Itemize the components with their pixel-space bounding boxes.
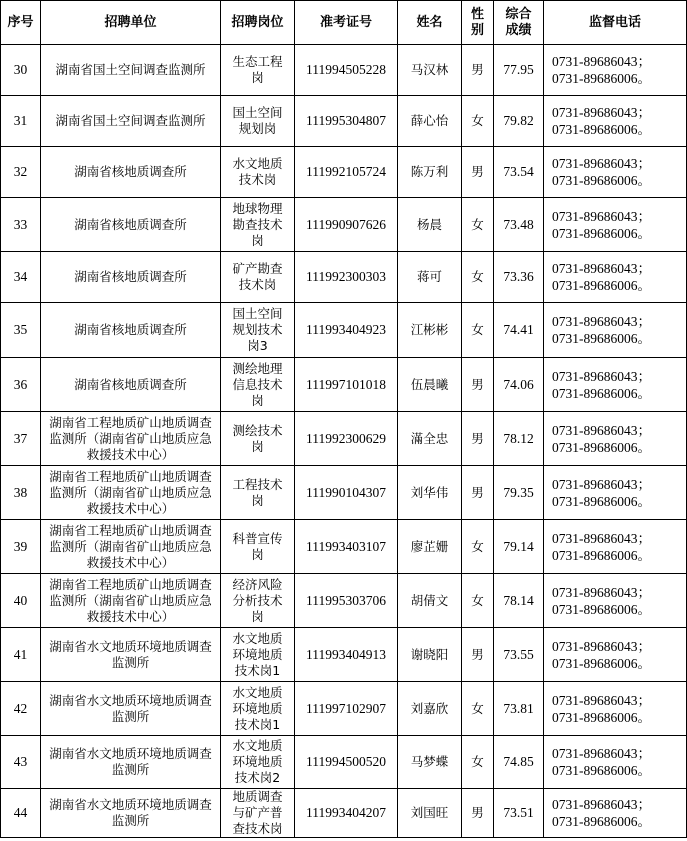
cell-gender: 女 [462, 682, 494, 736]
phone-line: 0731-89686043； [552, 314, 651, 329]
cell-gender: 女 [462, 96, 494, 147]
table-row [1, 628, 687, 682]
cell-score: 73.54 [494, 147, 544, 198]
header-unit: 招聘单位 [41, 1, 221, 45]
cell-unit: 湖南省水文地质环境地质调查监测所 [41, 789, 221, 838]
cell-score: 74.06 [494, 358, 544, 412]
cell-post: 水文地质环境地质技术岗1 [221, 628, 295, 682]
cell-unit: 湖南省核地质调查所 [41, 358, 221, 412]
cell-unit: 湖南省核地质调查所 [41, 252, 221, 303]
cell-gender: 男 [462, 628, 494, 682]
cell-score: 73.55 [494, 628, 544, 682]
phone-line: 0731-89686006。 [552, 278, 651, 293]
table-row [1, 252, 687, 303]
cell-exam: 111994500520 [295, 736, 398, 789]
phone-line: 0731-89686043； [552, 156, 651, 171]
cell-exam: 111993404207 [295, 789, 398, 838]
cell-score: 79.14 [494, 520, 544, 574]
cell-phone [544, 358, 687, 412]
cell-name: 杨晨 [398, 198, 462, 252]
cell-score: 78.12 [494, 412, 544, 466]
cell-post: 测绘技术岗 [221, 412, 295, 466]
phone-line: 0731-89686006。 [552, 385, 651, 401]
cell-unit: 湖南省国土空间调查监测所 [41, 45, 221, 96]
cell-seq: 35 [1, 303, 41, 358]
cell-exam: 111994505228 [295, 45, 398, 96]
cell-name: 谢晓阳 [398, 628, 462, 682]
cell-post: 国土空间规划技术岗3 [221, 303, 295, 358]
cell-post: 国土空间规划岗 [221, 96, 295, 147]
cell-post: 经济风险分析技术岗 [221, 574, 295, 628]
phone-line: 0731-89686006。 [552, 709, 651, 725]
table-row [1, 574, 687, 628]
cell-exam: 111997101018 [295, 358, 398, 412]
table-row [1, 736, 687, 789]
cell-exam: 111990907626 [295, 198, 398, 252]
cell-phone [544, 412, 687, 466]
table-row [1, 303, 687, 358]
table-row [1, 45, 687, 96]
cell-name: 刘嘉欣 [398, 682, 462, 736]
cell-gender: 女 [462, 574, 494, 628]
cell-score: 79.82 [494, 96, 544, 147]
cell-exam: 111997102907 [295, 682, 398, 736]
header-row [1, 1, 687, 45]
cell-score: 77.95 [494, 45, 544, 96]
cell-name: 马汉林 [398, 45, 462, 96]
cell-post: 矿产勘查技术岗 [221, 252, 295, 303]
table-row [1, 412, 687, 466]
header-gender: 性别 [462, 1, 494, 45]
phone-line: 0731-89686006。 [552, 439, 651, 455]
phone-line: 0731-89686043； [552, 746, 651, 761]
phone-line: 0731-89686043； [552, 105, 651, 120]
cell-unit: 湖南省水文地质环境地质调查监测所 [41, 682, 221, 736]
cell-exam: 111992300303 [295, 252, 398, 303]
phone-line: 0731-89686006。 [552, 655, 651, 671]
cell-gender: 女 [462, 198, 494, 252]
table-row [1, 466, 687, 520]
cell-unit: 湖南省国土空间调查监测所 [41, 96, 221, 147]
cell-score: 73.36 [494, 252, 544, 303]
cell-unit: 湖南省工程地质矿山地质调查监测所（湖南省矿山地质应急救援技术中心） [41, 466, 221, 520]
phone-line: 0731-89686043； [552, 208, 651, 224]
cell-name: 刘华伟 [398, 466, 462, 520]
cell-seq: 31 [1, 96, 41, 147]
cell-gender: 女 [462, 520, 494, 574]
header-exam: 准考证号 [295, 1, 398, 45]
phone-line: 0731-89686043； [552, 584, 651, 600]
header-phone: 监督电话 [544, 1, 687, 45]
phone-line: 0731-89686043； [552, 476, 651, 492]
cell-seq: 30 [1, 45, 41, 96]
cell-phone [544, 789, 687, 838]
cell-phone [544, 96, 687, 147]
cell-seq: 42 [1, 682, 41, 736]
cell-gender: 男 [462, 789, 494, 838]
cell-phone [544, 682, 687, 736]
cell-gender: 女 [462, 736, 494, 789]
cell-phone [544, 45, 687, 96]
cell-exam: 111995304807 [295, 96, 398, 147]
cell-post: 工程技术岗 [221, 466, 295, 520]
cell-seq: 43 [1, 736, 41, 789]
phone-line: 0731-89686006。 [552, 547, 651, 563]
phone-line: 0731-89686006。 [552, 814, 651, 829]
cell-unit: 湖南省工程地质矿山地质调查监测所（湖南省矿山地质应急救援技术中心） [41, 520, 221, 574]
cell-unit: 湖南省水文地质环境地质调查监测所 [41, 736, 221, 789]
phone-line: 0731-89686043； [552, 422, 651, 438]
phone-line: 0731-89686006。 [552, 331, 651, 346]
cell-gender: 男 [462, 45, 494, 96]
cell-gender: 男 [462, 358, 494, 412]
cell-exam: 111992300629 [295, 412, 398, 466]
phone-line: 0731-89686043； [552, 368, 651, 384]
cell-phone [544, 736, 687, 789]
cell-name: 马梦蝶 [398, 736, 462, 789]
cell-post: 地球物理勘查技术岗 [221, 198, 295, 252]
header-seq: 序号 [1, 1, 41, 45]
table-row [1, 96, 687, 147]
cell-name: 陈万利 [398, 147, 462, 198]
phone-line: 0731-89686006。 [552, 493, 651, 509]
cell-seq: 40 [1, 574, 41, 628]
cell-seq: 33 [1, 198, 41, 252]
cell-name: 胡倩文 [398, 574, 462, 628]
cell-seq: 32 [1, 147, 41, 198]
cell-post: 水文地质环境地质技术岗2 [221, 736, 295, 789]
cell-post: 生态工程岗 [221, 45, 295, 96]
phone-line: 0731-89686006。 [552, 71, 651, 86]
phone-line: 0731-89686006。 [552, 601, 651, 617]
cell-phone [544, 252, 687, 303]
cell-seq: 41 [1, 628, 41, 682]
cell-gender: 男 [462, 412, 494, 466]
cell-unit: 湖南省核地质调查所 [41, 198, 221, 252]
cell-unit: 湖南省工程地质矿山地质调查监测所（湖南省矿山地质应急救援技术中心） [41, 412, 221, 466]
cell-unit: 湖南省核地质调查所 [41, 303, 221, 358]
header-score: 综合成绩 [494, 1, 544, 45]
cell-exam: 111993404913 [295, 628, 398, 682]
cell-gender: 男 [462, 466, 494, 520]
cell-exam: 111993403107 [295, 520, 398, 574]
cell-post: 水文地质技术岗 [221, 147, 295, 198]
cell-name: 江彬彬 [398, 303, 462, 358]
phone-line: 0731-89686043； [552, 692, 651, 708]
cell-post: 测绘地理信息技术岗 [221, 358, 295, 412]
cell-score: 78.14 [494, 574, 544, 628]
phone-line: 0731-89686006。 [552, 763, 651, 778]
cell-name: 蒋可 [398, 252, 462, 303]
cell-name: 滿全忠 [398, 412, 462, 466]
cell-phone [544, 466, 687, 520]
table-row [1, 682, 687, 736]
cell-seq: 44 [1, 789, 41, 838]
table-row [1, 789, 687, 838]
phone-line: 0731-89686043； [552, 797, 651, 812]
phone-line: 0731-89686006。 [552, 173, 651, 188]
cell-unit: 湖南省水文地质环境地质调查监测所 [41, 628, 221, 682]
cell-phone [544, 147, 687, 198]
table-row [1, 520, 687, 574]
cell-score: 73.48 [494, 198, 544, 252]
header-post: 招聘岗位 [221, 1, 295, 45]
cell-gender: 女 [462, 303, 494, 358]
cell-name: 伍晨曦 [398, 358, 462, 412]
cell-gender: 女 [462, 252, 494, 303]
table-row [1, 147, 687, 198]
phone-line: 0731-89686043； [552, 54, 651, 69]
cell-name: 廖芷姗 [398, 520, 462, 574]
cell-score: 74.41 [494, 303, 544, 358]
cell-exam: 111992105724 [295, 147, 398, 198]
cell-post: 地质调查与矿产普查技术岗 [221, 789, 295, 838]
phone-line: 0731-89686006。 [552, 225, 651, 241]
cell-post: 水文地质环境地质技术岗1 [221, 682, 295, 736]
table-row [1, 198, 687, 252]
cell-post: 科普宣传岗 [221, 520, 295, 574]
phone-line: 0731-89686043； [552, 261, 651, 276]
table-row [1, 358, 687, 412]
cell-score: 73.81 [494, 682, 544, 736]
cell-seq: 34 [1, 252, 41, 303]
cell-seq: 39 [1, 520, 41, 574]
cell-seq: 36 [1, 358, 41, 412]
cell-exam: 111993404923 [295, 303, 398, 358]
cell-score: 73.51 [494, 789, 544, 838]
cell-name: 薛心怡 [398, 96, 462, 147]
cell-phone [544, 303, 687, 358]
cell-gender: 男 [462, 147, 494, 198]
cell-score: 74.85 [494, 736, 544, 789]
cell-phone [544, 520, 687, 574]
cell-seq: 38 [1, 466, 41, 520]
cell-unit: 湖南省核地质调查所 [41, 147, 221, 198]
cell-name: 刘国旺 [398, 789, 462, 838]
phone-line: 0731-89686043； [552, 638, 651, 654]
cell-score: 79.35 [494, 466, 544, 520]
cell-unit: 湖南省工程地质矿山地质调查监测所（湖南省矿山地质应急救援技术中心） [41, 574, 221, 628]
phone-line: 0731-89686006。 [552, 122, 651, 137]
cell-phone [544, 628, 687, 682]
phone-line: 0731-89686043； [552, 530, 651, 546]
cell-seq: 37 [1, 412, 41, 466]
cell-exam: 111990104307 [295, 466, 398, 520]
cell-phone [544, 574, 687, 628]
header-name: 姓名 [398, 1, 462, 45]
cell-phone [544, 198, 687, 252]
cell-exam: 111995303706 [295, 574, 398, 628]
